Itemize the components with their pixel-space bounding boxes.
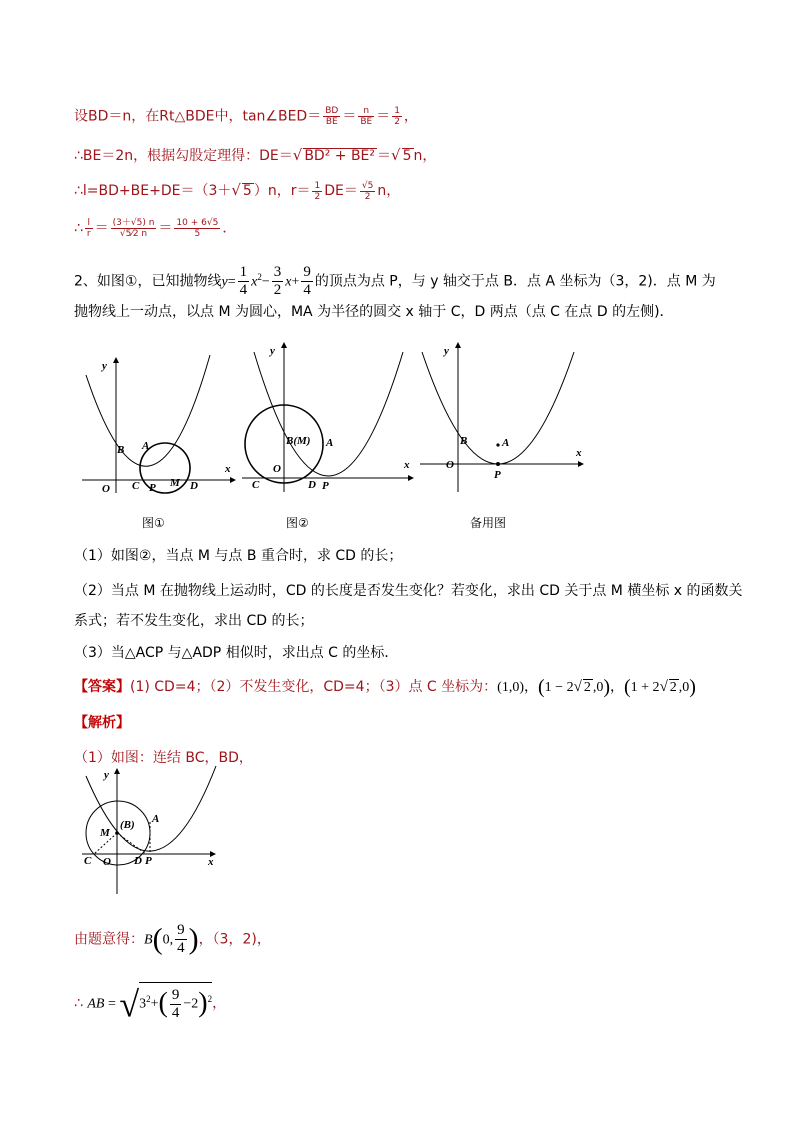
analysis-fig-label-b: (B): [120, 819, 135, 831]
fig1-label-x: x: [225, 463, 231, 475]
analysis-step-2: 由题意得：B(0, $\frac{9}{4}$ )，（3，2)，: [74, 922, 271, 956]
fig2-label-d: D: [308, 479, 316, 491]
fig2-label-o: O: [273, 463, 281, 475]
fig3-label-y: y: [444, 345, 449, 357]
analysis-fig-label-x: x: [208, 856, 214, 868]
fig1-caption: 图①: [142, 516, 165, 530]
analysis-label: 【解析】: [74, 715, 130, 731]
fig2-label-y: y: [270, 345, 275, 357]
fig1-label-d: D: [190, 480, 198, 492]
fig2-label-bm: B(M): [286, 435, 311, 447]
fig1-label-a: A: [142, 440, 150, 452]
fig3-label-o: O: [446, 459, 454, 471]
question-2-line-2: 系式；若不发生变化，求出 CD 的长；: [74, 613, 314, 629]
analysis-fig-label-c: C: [84, 855, 92, 867]
analysis-fig-label-y: y: [104, 769, 109, 781]
question-3: （3）当△ACP 与△ADP 相似时，求出点 C 的坐标．: [74, 645, 399, 661]
solution-line-1: 设BD＝n，在Rt△BDE中，tan∠BED＝ $\frac{BD}{BE}$ ＝ $\frac{n}{BE}$ ＝ $\frac{1}{2}$ ，: [74, 106, 418, 127]
fig2-label-c: C: [252, 479, 260, 491]
fig1-label-m: M: [170, 477, 180, 489]
fig1-label-c: C: [132, 480, 140, 492]
analysis-figure: [80, 766, 225, 901]
fig3-label-a: A: [502, 437, 510, 449]
analysis-fig-label-o: O: [103, 856, 111, 868]
fig2-label-a: A: [326, 437, 334, 449]
answer-line: 【答案】(1) CD=4；（2）不发生变化，CD=4；（3）点 C 坐标为：(1,0)，(1 − 2√ 2 ,0)，(1 + 2√ 2 ,0): [74, 676, 696, 698]
fig1-label-b: B: [117, 444, 125, 456]
fig1-label-p: P: [149, 482, 156, 494]
fig1-label-o: O: [102, 483, 110, 495]
problem-statement-line-1: 2、如图①，已知抛物线y= $\frac{1}{4}$ $x^2-$ $\frac{3}{2}$ x+ $\frac{9}{4}$ 的顶点为点 P，与 y 轴交于点 B．点 A 坐标为（3，2)．点 M 为: [74, 264, 716, 298]
analysis-fig-label-m: M: [100, 827, 110, 839]
fig2-label-p: P: [322, 480, 329, 492]
figure-3: [418, 340, 593, 495]
question-1: （1）如图②，当点 M 与点 B 重合时，求 CD 的长；: [74, 548, 403, 564]
fig3-label-x: x: [576, 447, 582, 459]
analysis-fig-label-a: A: [152, 813, 160, 825]
solution-line-2: ∴BE＝2n，根据勾股定理得：DE＝√ BD² + BE² ＝√ 5 n，: [74, 146, 437, 164]
fig2-label-x: x: [404, 459, 410, 471]
analysis-fig-label-p: P: [145, 855, 152, 867]
solution-line-4: ∴ $\frac{l}{r}$ ＝ $\frac{(3+√5) n}{√5⁄2 n}$ ＝ $\frac{10 + 6√5}{5}$ ．: [74, 218, 237, 239]
problem-statement-line-2: 抛物线上一动点，以点 M 为圆心，MA 为半径的圆交 x 轴于 C，D 两点（点 C 在点 D 的左侧)．: [74, 304, 674, 320]
question-2-line-1: （2）当点 M 在抛物线上运动时，CD 的长度是否发生变化？若变化，求出 CD 关于点 M 横坐标 x 的函数关: [74, 583, 743, 599]
figure-1: [80, 355, 240, 495]
analysis-step-3: ∴ AB = $√3^2+$( $\frac{9}{4}$ −2)$^2$，: [74, 982, 226, 1022]
fig1-label-y: y: [102, 360, 107, 372]
answer-label: 【答案】: [74, 679, 130, 695]
figure-2: [240, 340, 420, 495]
fig3-label-p: P: [494, 469, 501, 481]
fig2-caption: 图②: [286, 516, 309, 530]
fig3-caption: 备用图: [470, 516, 507, 530]
analysis-step-1: （1）如图：连结 BC，BD，: [74, 750, 253, 766]
solution-line-3: ∴l=BD+BE+DE＝（3＋√ 5 ）n，r＝ $\frac{1}{2}$ DE＝ $\frac{√5}{2}$ n，: [74, 180, 401, 202]
fig3-label-b: B: [460, 435, 468, 447]
analysis-fig-label-d: D: [134, 855, 142, 867]
